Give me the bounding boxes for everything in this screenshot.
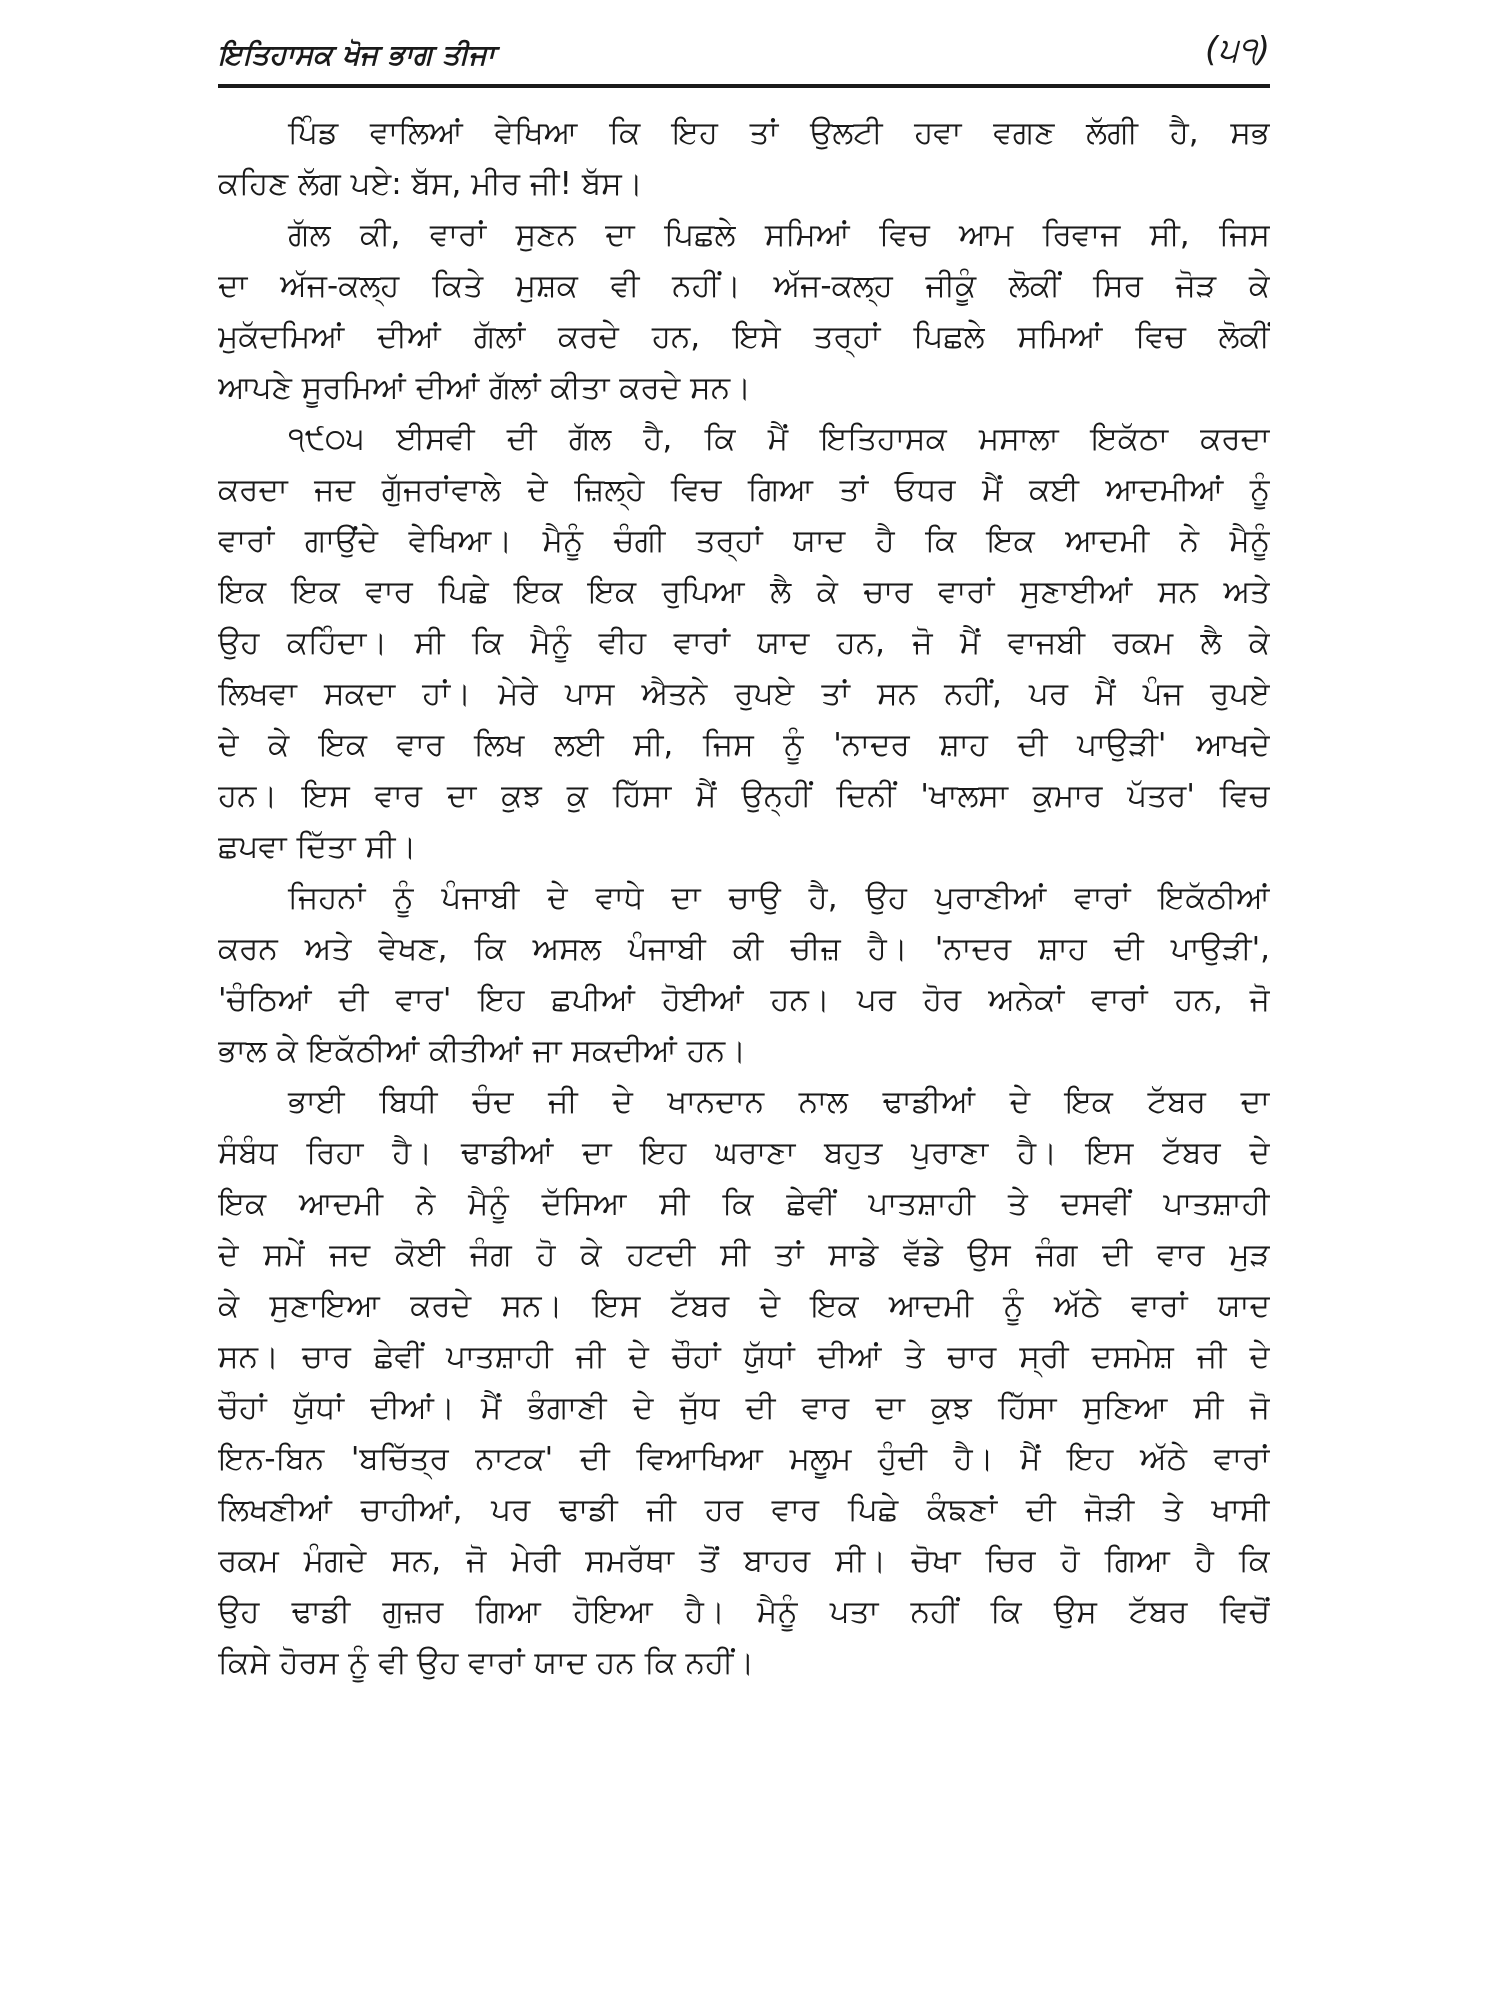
text-line: ੧੯੦੫ ਈਸਵੀ ਦੀ ਗੱਲ ਹੈ, ਕਿ ਮੈਂ ਇਤਿਹਾਸਕ ਮਸਾਲਾ ਇਕੱਠਾ ਕਰਦਾ — [288, 421, 1270, 457]
text-line: ਕੇ ਸੁਣਾਇਆ ਕਰਦੇ ਸਨ। ਇਸ ਟੱਬਰ ਦੇ ਇਕ ਆਦਮੀ ਨੂੰ ਅੱਠੇ ਵਾਰਾਂ ਯਾਦ — [218, 1288, 1270, 1324]
text-line: ਦੇ ਸਮੇਂ ਜਦ ਕੋਈ ਜੰਗ ਹੋ ਕੇ ਹਟਦੀ ਸੀ ਤਾਂ ਸਾਡੇ ਵੱਡੇ ਉਸ ਜੰਗ ਦੀ ਵਾਰ ਮੁੜ — [218, 1237, 1270, 1273]
text-line: ਹਨ। ਇਸ ਵਾਰ ਦਾ ਕੁਝ ਕੁ ਹਿੱਸਾ ਮੈਂ ਉਨ੍ਹੀਂ ਦਿਨੀਂ 'ਖਾਲਸਾ ਕੁਮਾਰ ਪੱਤਰ' ਵਿਚ — [218, 778, 1270, 814]
paragraph-5 — [218, 1077, 1270, 1689]
paragraph-1 — [218, 108, 1270, 210]
text-line: ਮੁਕੱਦਮਿਆਂ ਦੀਆਂ ਗੱਲਾਂ ਕਰਦੇ ਹਨ, ਇਸੇ ਤਰ੍ਹਾਂ ਪਿਛਲੇ ਸਮਿਆਂ ਵਿਚ ਲੋਕੀਂ — [218, 319, 1270, 355]
text-line: ਚੌਹਾਂ ਯੁੱਧਾਂ ਦੀਆਂ। ਮੈਂ ਭੰਗਾਣੀ ਦੇ ਜੁੱਧ ਦੀ ਵਾਰ ਦਾ ਕੁਝ ਹਿੱਸਾ ਸੁਣਿਆ ਸੀ ਜੋ — [218, 1390, 1270, 1426]
text-line: ਭਾਲ ਕੇ ਇਕੱਠੀਆਂ ਕੀਤੀਆਂ ਜਾ ਸਕਦੀਆਂ ਹਨ। — [218, 1033, 747, 1069]
text-line: ਦੇ ਕੇ ਇਕ ਵਾਰ ਲਿਖ ਲਈ ਸੀ, ਜਿਸ ਨੂੰ 'ਨਾਦਰ ਸ਼ਾਹ ਦੀ ਪਾਉੜੀ' ਆਖਦੇ — [218, 727, 1270, 763]
text-line: ਇਕ ਇਕ ਵਾਰ ਪਿਛੇ ਇਕ ਇਕ ਰੁਪਿਆ ਲੈ ਕੇ ਚਾਰ ਵਾਰਾਂ ਸੁਣਾਈਆਂ ਸਨ ਅਤੇ — [218, 574, 1270, 610]
paragraph-2 — [218, 210, 1270, 414]
text-line: ਆਪਣੇ ਸੂਰਮਿਆਂ ਦੀਆਂ ਗੱਲਾਂ ਕੀਤਾ ਕਰਦੇ ਸਨ। — [218, 370, 752, 406]
text-line: ਕਿਸੇ ਹੋਰਸ ਨੂੰ ਵੀ ਉਹ ਵਾਰਾਂ ਯਾਦ ਹਨ ਕਿ ਨਹੀਂ। — [218, 1645, 755, 1681]
paragraph-4 — [218, 873, 1270, 1077]
text-line: ਉਹ ਕਹਿੰਦਾ। ਸੀ ਕਿ ਮੈਨੂੰ ਵੀਹ ਵਾਰਾਂ ਯਾਦ ਹਨ, ਜੋ ਮੈਂ ਵਾਜਬੀ ਰਕਮ ਲੈ ਕੇ — [218, 625, 1270, 661]
running-header — [218, 30, 1270, 80]
text-line: ਕਹਿਣ ਲੱਗ ਪਏ: ਬੱਸ, ਮੀਰ ਜੀ! ਬੱਸ। — [218, 166, 643, 202]
text-line: ਛਪਵਾ ਦਿੱਤਾ ਸੀ। — [218, 829, 417, 865]
text-line: ਜਿਹਨਾਂ ਨੂੰ ਪੰਜਾਬੀ ਦੇ ਵਾਧੇ ਦਾ ਚਾਉ ਹੈ, ਉਹ ਪੁਰਾਣੀਆਂ ਵਾਰਾਂ ਇਕੱਠੀਆਂ — [288, 880, 1270, 916]
text-body — [218, 108, 1270, 1689]
text-line: ਸੰਬੰਧ ਰਿਹਾ ਹੈ। ਢਾਡੀਆਂ ਦਾ ਇਹ ਘਰਾਣਾ ਬਹੁਤ ਪੁਰਾਣਾ ਹੈ। ਇਸ ਟੱਬਰ ਦੇ — [218, 1135, 1270, 1171]
header-rule — [218, 84, 1270, 88]
page-number: (੫੧) — [1204, 30, 1270, 70]
text-line: ਪਿੰਡ ਵਾਲਿਆਂ ਵੇਖਿਆ ਕਿ ਇਹ ਤਾਂ ਉਲਟੀ ਹਵਾ ਵਗਣ ਲੱਗੀ ਹੈ, ਸਭ — [288, 115, 1270, 151]
text-line: ਲਿਖਵਾ ਸਕਦਾ ਹਾਂ। ਮੇਰੇ ਪਾਸ ਐਤਨੇ ਰੁਪਏ ਤਾਂ ਸਨ ਨਹੀਂ, ਪਰ ਮੈਂ ਪੰਜ ਰੁਪਏ — [218, 676, 1270, 712]
text-line: 'ਚੰਠਿਆਂ ਦੀ ਵਾਰ' ਇਹ ਛਪੀਆਂ ਹੋਈਆਂ ਹਨ। ਪਰ ਹੋਰ ਅਨੇਕਾਂ ਵਾਰਾਂ ਹਨ, ਜੋ — [218, 982, 1270, 1018]
text-line: ਇਨ-ਬਿਨ 'ਬਚਿੱਤ੍ਰ ਨਾਟਕ' ਦੀ ਵਿਆਖਿਆ ਮਲੂਮ ਹੁੰਦੀ ਹੈ। ਮੈਂ ਇਹ ਅੱਠੇ ਵਾਰਾਂ — [218, 1441, 1270, 1477]
text-line: ਲਿਖਣੀਆਂ ਚਾਹੀਆਂ, ਪਰ ਢਾਡੀ ਜੀ ਹਰ ਵਾਰ ਪਿਛੇ ਕੰਙਣਾਂ ਦੀ ਜੋੜੀ ਤੇ ਖਾਸੀ — [218, 1492, 1270, 1528]
text-line: ਰਕਮ ਮੰਗਦੇ ਸਨ, ਜੋ ਮੇਰੀ ਸਮਰੱਥਾ ਤੋਂ ਬਾਹਰ ਸੀ। ਚੋਖਾ ਚਿਰ ਹੋ ਗਿਆ ਹੈ ਕਿ — [218, 1543, 1270, 1579]
text-line: ਉਹ ਢਾਡੀ ਗੁਜ਼ਰ ਗਿਆ ਹੋਇਆ ਹੈ। ਮੈਨੂੰ ਪਤਾ ਨਹੀਂ ਕਿ ਉਸ ਟੱਬਰ ਵਿਚੋਂ — [218, 1594, 1270, 1630]
text-line: ਗੱਲ ਕੀ, ਵਾਰਾਂ ਸੁਣਨ ਦਾ ਪਿਛਲੇ ਸਮਿਆਂ ਵਿਚ ਆਮ ਰਿਵਾਜ ਸੀ, ਜਿਸ — [288, 217, 1270, 253]
text-line: ਇਕ ਆਦਮੀ ਨੇ ਮੈਨੂੰ ਦੱਸਿਆ ਸੀ ਕਿ ਛੇਵੀਂ ਪਾਤਸ਼ਾਹੀ ਤੇ ਦਸਵੀਂ ਪਾਤਸ਼ਾਹੀ — [218, 1186, 1270, 1222]
text-line: ਕਰਨ ਅਤੇ ਵੇਖਣ, ਕਿ ਅਸਲ ਪੰਜਾਬੀ ਕੀ ਚੀਜ਼ ਹੈ। 'ਨਾਦਰ ਸ਼ਾਹ ਦੀ ਪਾਉੜੀ', — [218, 931, 1270, 967]
book-title: ਇਤਿਹਾਸਕ ਖੋਜ ਭਾਗ ਤੀਜਾ — [218, 38, 495, 71]
text-line: ਵਾਰਾਂ ਗਾਉਂਦੇ ਵੇਖਿਆ। ਮੈਨੂੰ ਚੰਗੀ ਤਰ੍ਹਾਂ ਯਾਦ ਹੈ ਕਿ ਇਕ ਆਦਮੀ ਨੇ ਮੈਨੂੰ — [218, 523, 1270, 559]
text-line: ਭਾਈ ਬਿਧੀ ਚੰਦ ਜੀ ਦੇ ਖਾਨਦਾਨ ਨਾਲ ਢਾਡੀਆਂ ਦੇ ਇਕ ਟੱਬਰ ਦਾ — [288, 1084, 1270, 1120]
text-line: ਕਰਦਾ ਜਦ ਗੁੱਜਰਾਂਵਾਲੇ ਦੇ ਜ਼ਿਲ੍ਹੇ ਵਿਚ ਗਿਆ ਤਾਂ ਓਧਰ ਮੈਂ ਕਈ ਆਦਮੀਆਂ ਨੂੰ — [218, 472, 1270, 508]
paragraph-3 — [218, 414, 1270, 873]
text-line: ਦਾ ਅੱਜ-ਕਲ੍ਹ ਕਿਤੇ ਮੁਸ਼ਕ ਵੀ ਨਹੀਂ। ਅੱਜ-ਕਲ੍ਹ ਜੀਕੂੰ ਲੋਕੀਂ ਸਿਰ ਜੋੜ ਕੇ — [218, 268, 1270, 304]
text-line: ਸਨ। ਚਾਰ ਛੇਵੀਂ ਪਾਤਸ਼ਾਹੀ ਜੀ ਦੇ ਚੌਹਾਂ ਯੁੱਧਾਂ ਦੀਆਂ ਤੇ ਚਾਰ ਸ੍ਰੀ ਦਸਮੇਸ਼ ਜੀ ਦੇ — [218, 1339, 1270, 1375]
